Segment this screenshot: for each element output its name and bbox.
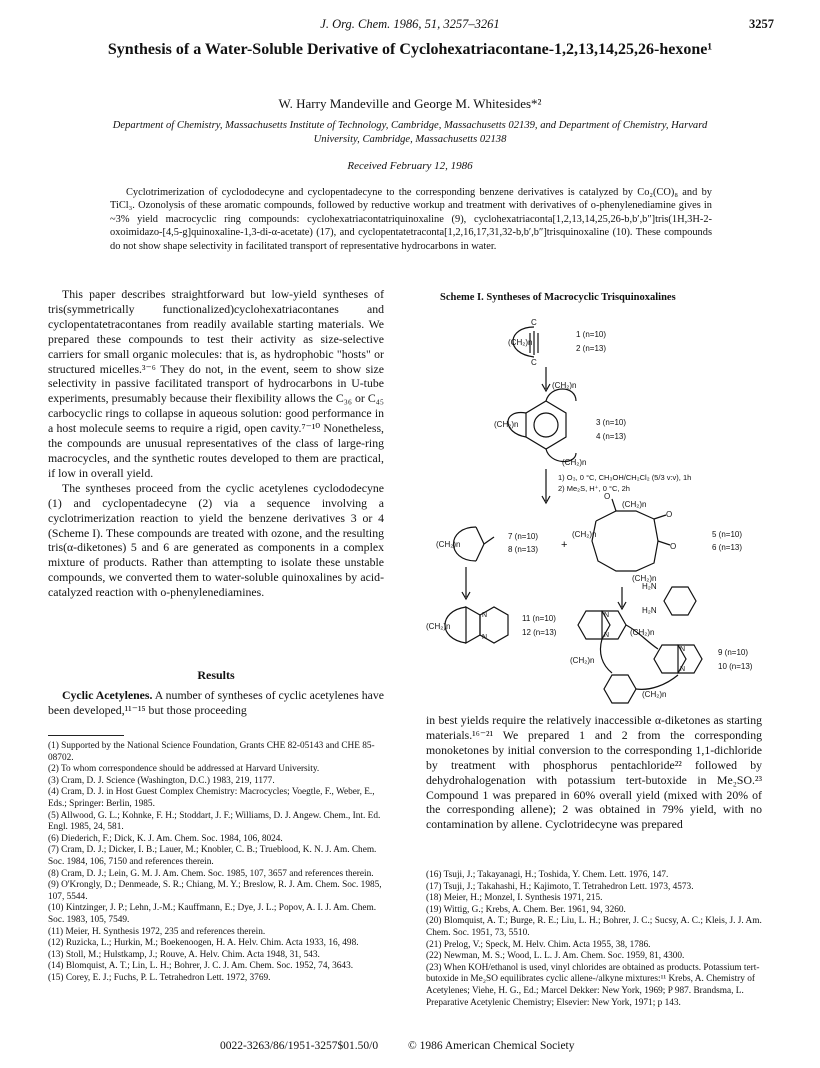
scheme-diagram: [426, 305, 776, 705]
footnote: (8) Cram, D. J.; Lein, G. M. J. Am. Chem. Soc. 1985, 107, 3657 and references therein.: [48, 868, 374, 879]
footnotes-left: [48, 741, 384, 984]
page-number: 3257: [749, 17, 774, 31]
compound-label: 6 (n=13): [712, 543, 743, 552]
compound-label: 8 (n=13): [508, 545, 539, 554]
left-column-body: [48, 287, 384, 600]
compound-label: 5 (n=10): [712, 530, 743, 539]
reaction-conditions: 2) Me₂S, H⁺, 0 °C, 2h: [558, 484, 630, 493]
subsection-heading: Cyclic Acetylenes.: [62, 688, 153, 702]
ch2n-label: (CH₂)n: [570, 656, 595, 665]
article-identifier: 0022-3263/86/1951-3257$01.50/0: [220, 1040, 379, 1052]
footnote: (2) To whom correspondence should be addressed at Harvard University.: [48, 764, 320, 775]
ch2n-label: (CH₂)n: [426, 622, 451, 631]
compound-label: 12 (n=13): [522, 628, 557, 637]
ch2n-label: (CH₂)n: [562, 458, 587, 467]
amine-label: H₂N: [642, 606, 657, 615]
footnote: (17) Tsuji, J.; Takahashi, H.; Kajimoto, T. Tetrahedron Lett. 1973, 4573.: [426, 881, 694, 892]
footnote-divider: [48, 735, 124, 736]
author-list: W. Harry Mandeville and George M. Whitesides*²: [278, 96, 542, 111]
intro-paragraph-1: This paper describes straightforward but low-yield syntheses of tris(symmetrically functionalized)cyclohexatriacontanes and cyclopentatetracontanes from readily available starting materials. We prepared these compounds to test their activity as size-selective carriers for small organic molecules: that is, as hydrophobic "hosts" or structured micelles.³⁻⁶ They do not, in the event, seem to show size selectivity in passive facilitated transport of hydrocarbons in U-tube experiments, presumably because their flexibility allows the C₃₆ or C₄₅ carbocyclic rings to collapse in aqueous solution: good performance in a host molecule seems to require a rigid, open cavity.⁷⁻¹⁰ Nonetheless, the compounds are unusual representatives of the class of large-ring macrocycles, and the synthetic routes developed to them are practical, if low in overall yield.: [48, 287, 384, 480]
results-paragraph-text: A number of syntheses of cyclic acetylenes have been developed,¹¹⁻¹⁵ but those proceeding: [48, 688, 384, 717]
compound-label: 10 (n=13): [718, 662, 753, 671]
trisquinoxaline-structure: [570, 611, 753, 703]
nitrogen-label: N: [604, 632, 610, 639]
ch2n-label: (CH₂)n: [552, 381, 577, 390]
ch2n-label: (CH₂)n: [642, 690, 667, 699]
results-paragraph: [48, 688, 384, 718]
oxygen-label: O: [670, 542, 677, 551]
section-heading-results: Results: [197, 668, 235, 682]
diketone-structure: [436, 527, 538, 561]
oxygen-label: O: [604, 492, 611, 501]
abstract: Cyclotrimerization of cyclododecyne and cyclopentadecyne to the corresponding benzene derivatives is catalyzed by Co₂(CO)₈ and by TiCl₃. Ozonolysis of these aromatic compounds, followed by reductive workup and treatment with derivatives of o-phenylenediamine gives in ~3% yield macrocyclic ring compounds: cyclohexatriacontatriquinoxaline (9), cyclohexatriaconta[1,2,13,14,25,26-b,b′,b″]tris(1H,3H-2-oxoimidazo-[4,5-g]quinoxaline-1,3-di-α-acetate) (17), and cyclopentatetraconta[1,2,16,17,31,32-b,b′,b″]trisquinoxaline (10). These compounds do not show shape selectivity in facilitated transport of representative hydrocarbons in water.: [110, 187, 712, 252]
amine-label: H₂N: [642, 582, 657, 591]
carbon-label: C: [531, 318, 537, 327]
footnote: (19) Wittig, G.; Krebs, A. Chem. Ber. 1961, 94, 3260.: [426, 904, 626, 915]
ch2n-label: (CH₂)n: [436, 540, 461, 549]
received-date: Received February 12, 1986: [347, 160, 473, 172]
footnote: (5) Allwood, G. L.; Kohnke, F. H.; Stoddart, J. F.; Williams, D. J. Angew. Chem., Int. Ed. Engl. 1985, 24, 581.: [48, 810, 381, 833]
compound-label: 4 (n=13): [596, 432, 627, 441]
footnote: (18) Meier, H.; Monzel, I. Synthesis 1971, 215.: [426, 893, 603, 904]
right-paragraph: in best yields require the relatively inaccessible α-diketones as starting materials.¹⁶⁻²¹ We prepared 1 and 2 from the corresponding monoketones by initial conversion to the corresponding 1,1-dichloride by treatment with phosphorus pentachloride²² followed by dehydrohalogenation with potassium tert-butoxide in Me₂SO.²³ Compound 1 was prepared in 60% overall yield (mixed with 20% of the corresponding allene); 2 was obtained in 79% yield, with no contamination by allene. Cyclotridecyne was prepared: [426, 713, 762, 832]
nitrogen-label: N: [680, 646, 686, 653]
footnote: (11) Meier, H. Synthesis 1972, 235 and references therein.: [48, 926, 266, 937]
ch2n-label: (CH₂)n: [622, 500, 647, 509]
footnote: (9) O'Krongly, D.; Denmeade, S. R.; Chiang, M. Y.; Breslow, R. J. Am. Chem. Soc. 1985, 107, 5544.: [48, 880, 382, 902]
ch2n-label: (CH₂)n: [572, 530, 597, 539]
footnote: (12) Ruzicka, L.; Hurkin, M.; Boekenoogen, H. A. Helv. Chim. Acta 1933, 16, 498.: [48, 938, 359, 949]
carbon-label: C: [531, 358, 537, 367]
footnotes-right: [426, 870, 762, 1009]
compound-label: 11 (n=10): [522, 614, 556, 623]
compound-label: 9 (n=10): [718, 648, 749, 657]
cyclic-acetylene-structure: [508, 318, 606, 367]
compound-label: 1 (n=10): [576, 330, 607, 339]
footnote: (4) Cram, D. J. in Host Guest Complex Chemistry: Macrocycles; Voegtle, F., Weber, E., Eds.; Springer: Berlin, 1985.: [48, 787, 375, 809]
intro-paragraph-2: The syntheses proceed from the cyclic acetylenes cyclododecyne (1) and cyclopentadecyne (2) via a sequence involving a cyclotrimerization reaction to yield the benzene derivatives 3 or 4 (Scheme I). These compounds are treated with ozone, and the resulting tris(α-diketones) 5 and 6 are generated as components in a complex mixture of products. Rather than attempting to isolate these unstable compounds, we converted them to water-soluble quinoxalines by acid-catalyzed reaction with o-phenylenediamines.: [48, 480, 384, 600]
affiliations: Department of Chemistry, Massachusetts Institute of Technology, Cambridge, Massachusetts 02139, and Department of Chemistry, Harvard University, Cambridge, Massachusetts 02138: [112, 120, 708, 145]
footnote: (10) Kintzinger, J. P.; Lehn, J.-M.; Kauffmann, E.; Dye, J. L.; Popov, A. I. J. Am. Chem. Soc. 1983, 105, 7549.: [48, 903, 377, 925]
footnote: (22) Newman, M. S.; Wood, L. L. J. Am. Chem. Soc. 1959, 81, 4300.: [426, 951, 685, 962]
nitrogen-label: N: [482, 634, 488, 641]
oxygen-label: O: [666, 510, 673, 519]
footnote: (14) Blomquist, A. T.; Lin, L. H.; Bohrer, J. C. J. Am. Chem. Soc. 1952, 74, 3643.: [48, 961, 354, 972]
article-title: Synthesis of a Water-Soluble Derivative of Cyclohexatriacontane-1,2,13,14,25,26-hexone¹: [107, 41, 713, 58]
scheme-title: Scheme I. Syntheses of Macrocyclic Trisquinoxalines: [440, 292, 676, 303]
tris-diketone-structure: [572, 492, 742, 583]
compound-label: 3 (n=10): [596, 418, 627, 427]
footnote: (23) When KOH/ethanol is used, vinyl chlorides are obtained as products. Potassium tert-butoxide in Me₂SO equilibrates cyclic allene-/alkyne mixtures:¹¹ Krebs, A. Chemistry of Acetylenes; Viehe, H. G., Ed.; Marcel Dekker: New York, 1969; P 987. Brandsma, L. Preparative Acetylenic Chemistry; Elsevier: New York, 1971; p 143.: [426, 962, 760, 1008]
footnote: (16) Tsuji, J.; Takayanagi, H.; Toshida, Y. Chem. Lett. 1976, 147.: [426, 870, 669, 880]
ch2n-label: (CH₂)n: [632, 574, 657, 583]
nitrogen-label: N: [680, 666, 686, 673]
ch2n-label: (CH₂)n: [630, 628, 655, 637]
phenylenediamine-structure: [642, 582, 696, 615]
footnote: (15) Corey, E. J.; Fuchs, P. L. Tetrahedron Lett. 1972, 3769.: [48, 972, 271, 983]
nitrogen-label: N: [604, 612, 610, 619]
footnote: (6) Diederich, F.; Dick, K. J. Am. Chem. Soc. 1984, 106, 8024.: [48, 833, 283, 844]
plus-sign: +: [561, 539, 568, 551]
compound-label: 2 (n=13): [576, 344, 607, 353]
footnote: (3) Cram, D. J. Science (Washington, D.C.) 1983, 219, 1177.: [48, 775, 275, 786]
benzene-derivative-structure: [494, 381, 626, 467]
compound-label: 7 (n=10): [508, 532, 539, 541]
ch2n-label: (CH₂)n: [508, 338, 533, 347]
running-header-journal: J. Org. Chem. 1986, 51, 3257–3261: [320, 17, 500, 31]
nitrogen-label: N: [482, 612, 488, 619]
footnote: (21) Prelog, V.; Speck, M. Helv. Chim. Acta 1955, 38, 1786.: [426, 939, 651, 950]
reaction-conditions: 1) O₃, 0 °C, CH₃OH/CH₂Cl₂ (5/3 v:v), 1h: [558, 473, 692, 482]
quinoxaline-structure: [426, 607, 557, 643]
copyright-notice: © 1986 American Chemical Society: [408, 1040, 575, 1052]
footnote: (7) Cram, D. J.; Dicker, I. B.; Lauer, M.; Knobler, C. B.; Trueblood, K. N. J. Am. Chem. Soc. 1984, 106, 7150 and references therein.: [48, 845, 377, 867]
footnote: (20) Blomquist, A. T.; Burge, R. E.; Liu, L. H.; Bohrer, J. C.; Sucsy, A. C.; Kleis, J. J. Am. Chem. Soc. 1951, 73, 5510.: [426, 916, 762, 938]
footnote: (1) Supported by the National Science Foundation, Grants CHE 82-05143 and CHE 85-08702.: [48, 741, 375, 763]
footnote: (13) Stoll, M.; Hulstkamp, J.; Rouve, A. Helv. Chim. Acta 1948, 31, 543.: [48, 949, 320, 960]
ch2n-label: (CH₂)n: [494, 420, 519, 429]
right-column-body: [426, 713, 762, 832]
